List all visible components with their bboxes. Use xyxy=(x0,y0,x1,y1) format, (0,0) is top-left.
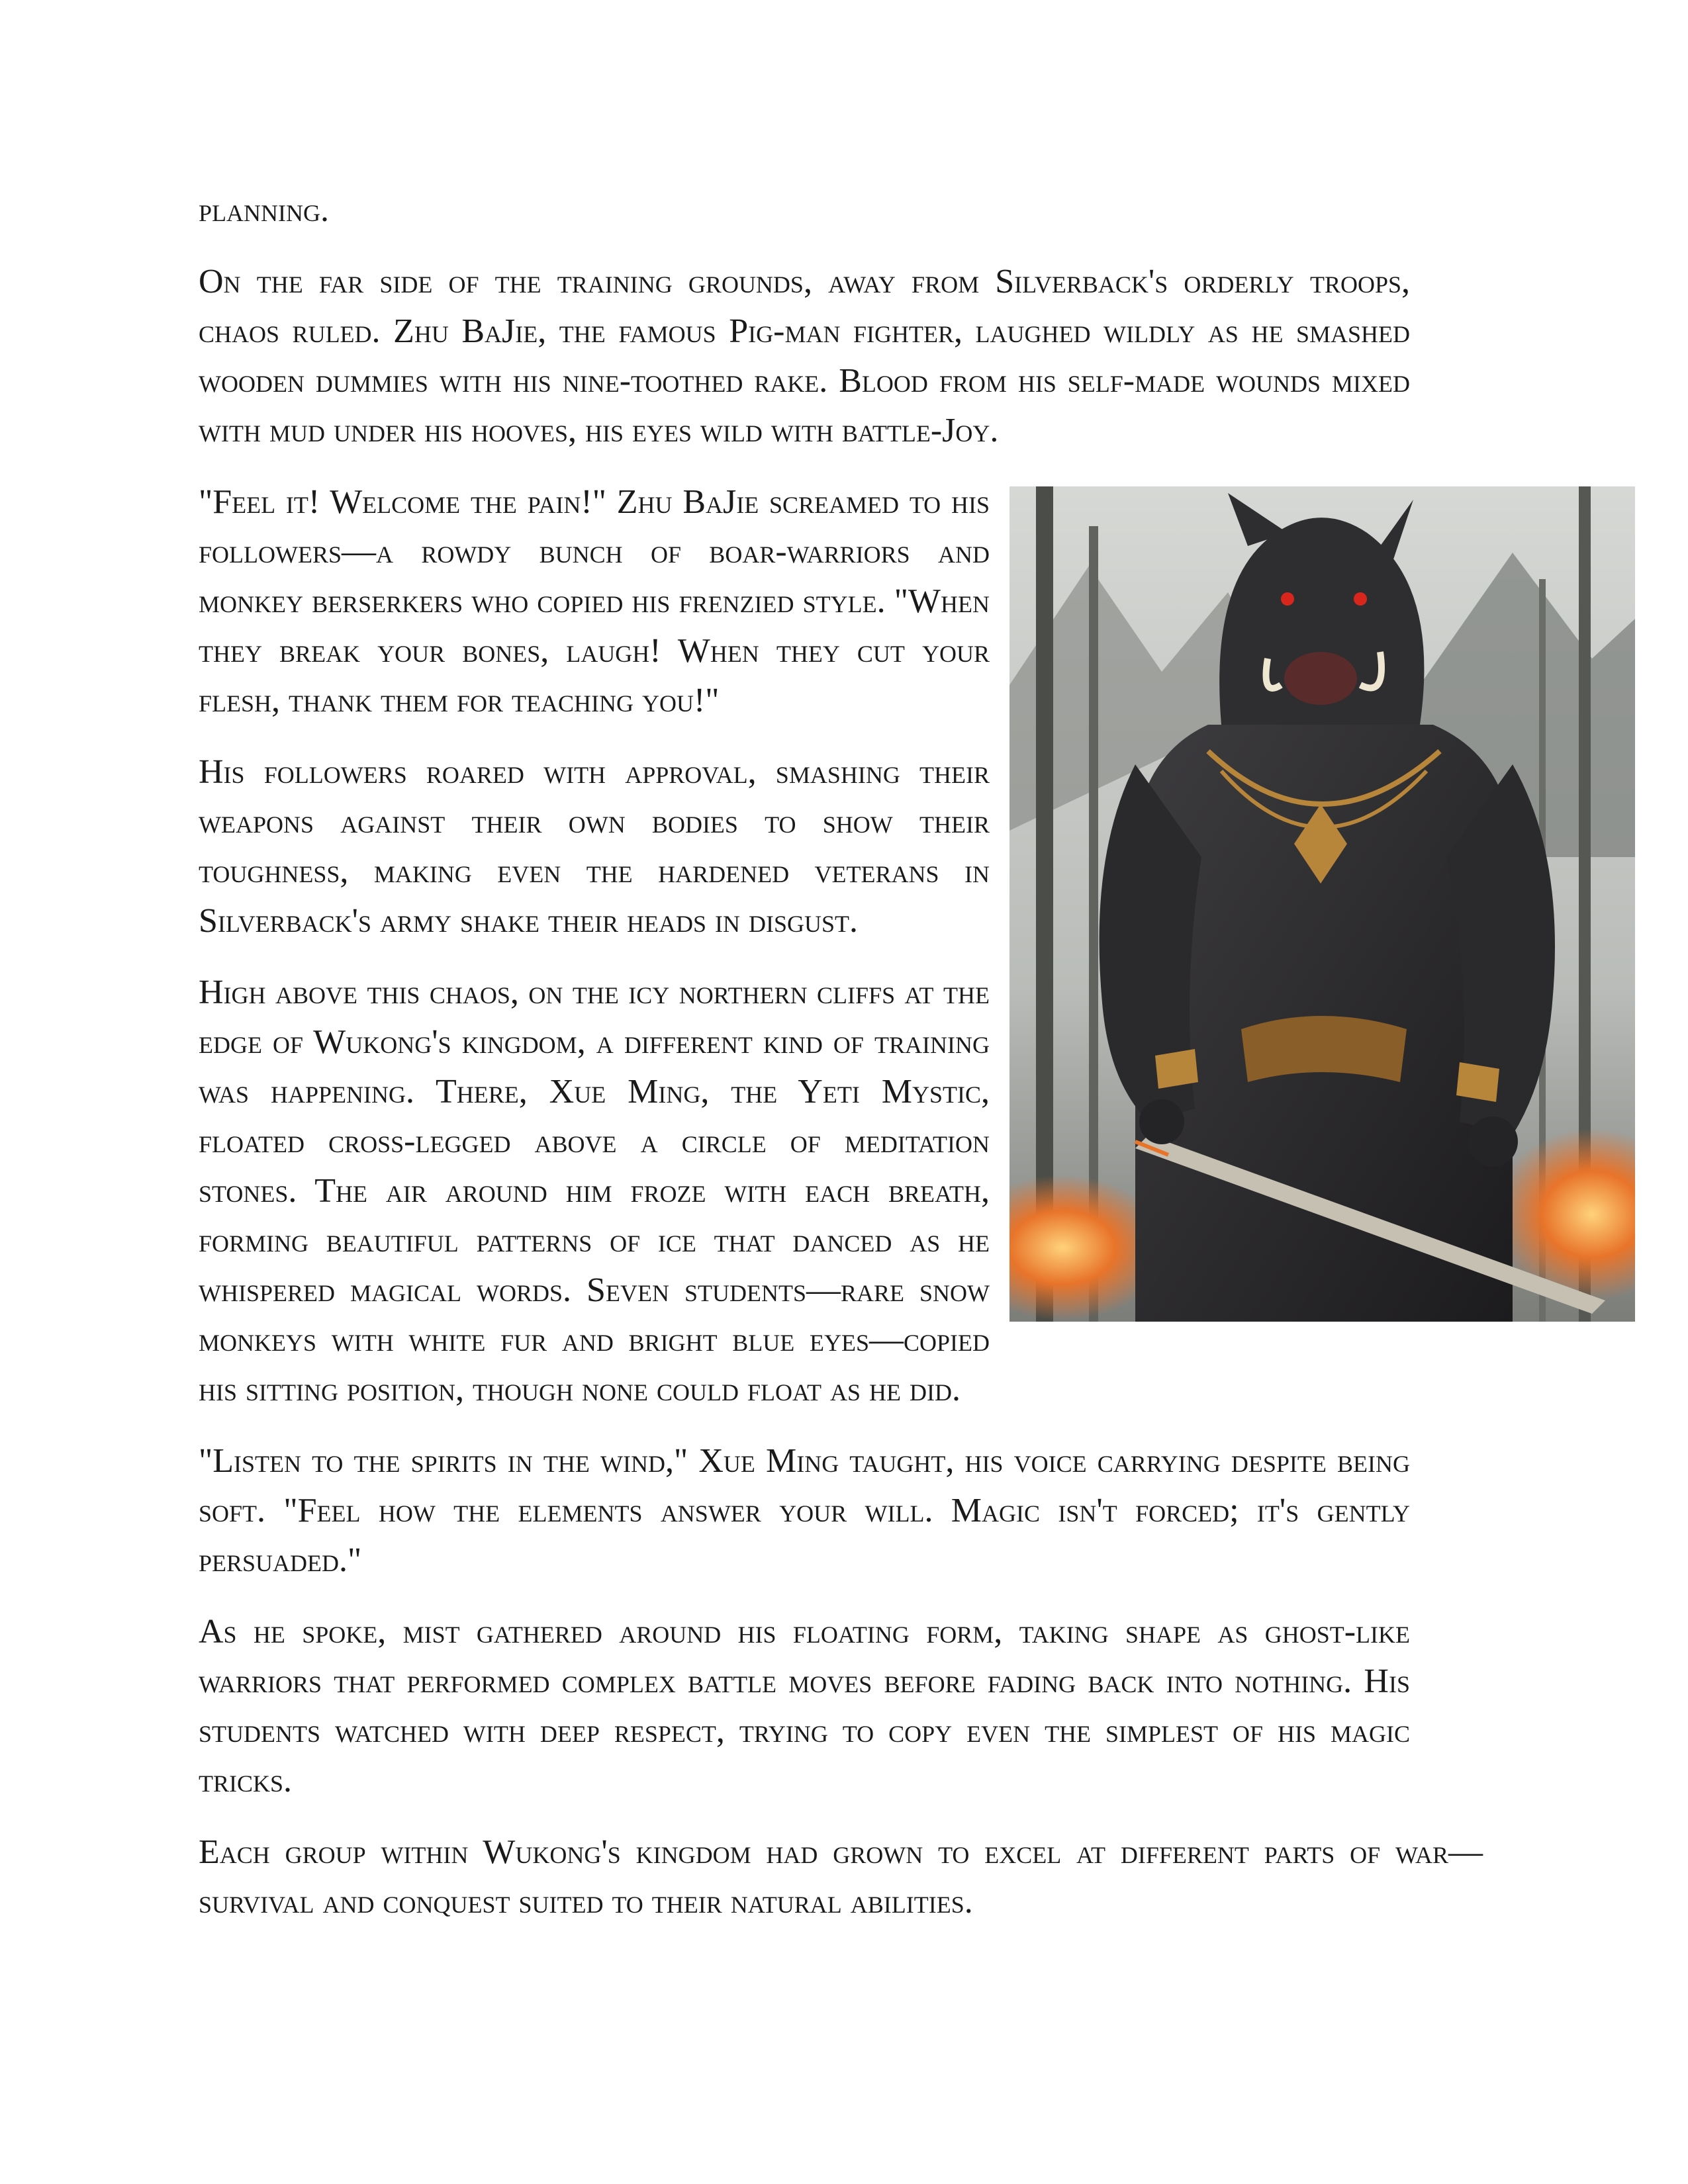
boar-warrior-svg xyxy=(1009,486,1635,1322)
left-fist xyxy=(1139,1099,1184,1144)
body-text xyxy=(199,185,1483,1948)
gold-belt xyxy=(1241,1016,1407,1082)
paragraph-4: His followers roared with approval, smashing their weapons against their own bodies to show their toughness, making even the hardened veterans in Silverback's army shake their heads in disgust. xyxy=(199,753,990,940)
right-fist xyxy=(1468,1116,1518,1167)
paragraph-5: High above this chaos, on the icy northern cliffs at the edge of Wukong's kingdom, a different kind of training was happening. There, Xue Ming, the Yeti Mystic, floated cross-legged above a circle of meditation stones. The air around him froze with each breath, forming beautiful patterns of ice that danced as he whispered magical words. Seven students—rare snow monkeys with white fur and bright blue eyes—copied his sitting position, though none could float as he did. xyxy=(199,974,990,1408)
paragraph-7: As he spoke, mist gathered around his floating form, taking shape as ghost-like warriors that performed complex battle moves before fading back into nothing. His students watched with deep respect, trying to copy even the simplest of his magic tricks. xyxy=(199,1613,1410,1799)
left-bracer xyxy=(1155,1049,1198,1089)
paragraph-2: On the far side of the training grounds, away from Silverback's orderly troops, chaos ruled. Zhu BaJie, the famous Pig-man fighter, laughed wildly as he smashed wooden dummies with his nine-toothed rake. Blood from his self-made wounds mixed with mud under his hooves, his eyes wild with battle-Joy. xyxy=(199,263,1410,449)
right-bracer xyxy=(1456,1062,1499,1102)
left-eye xyxy=(1281,592,1294,606)
right-eye xyxy=(1354,592,1367,606)
paragraph-6: "Listen to the spirits in the wind," Xue Ming taught, his voice carrying despite being soft. "Feel how the elements answer your will. Magic isn't forced; it's gently persuaded." xyxy=(199,1442,1410,1579)
boar-warrior-illustration xyxy=(1009,486,1635,1322)
paragraph-8: Each group within Wukong's kingdom had grown to excel at different parts of war— survival and conquest suited to their natural abilities. xyxy=(199,1833,1483,1921)
snout xyxy=(1284,652,1357,705)
paragraph-1: planning. xyxy=(199,191,329,229)
paragraph-3: "Feel it! Welcome the pain!" Zhu BaJie screamed to his followers—a rowdy bunch of boar-warriors and monkey berserkers who copied his frenzied style. "When they break your bones, laugh! When they cut your flesh, thank them for teaching you!" xyxy=(199,483,990,719)
